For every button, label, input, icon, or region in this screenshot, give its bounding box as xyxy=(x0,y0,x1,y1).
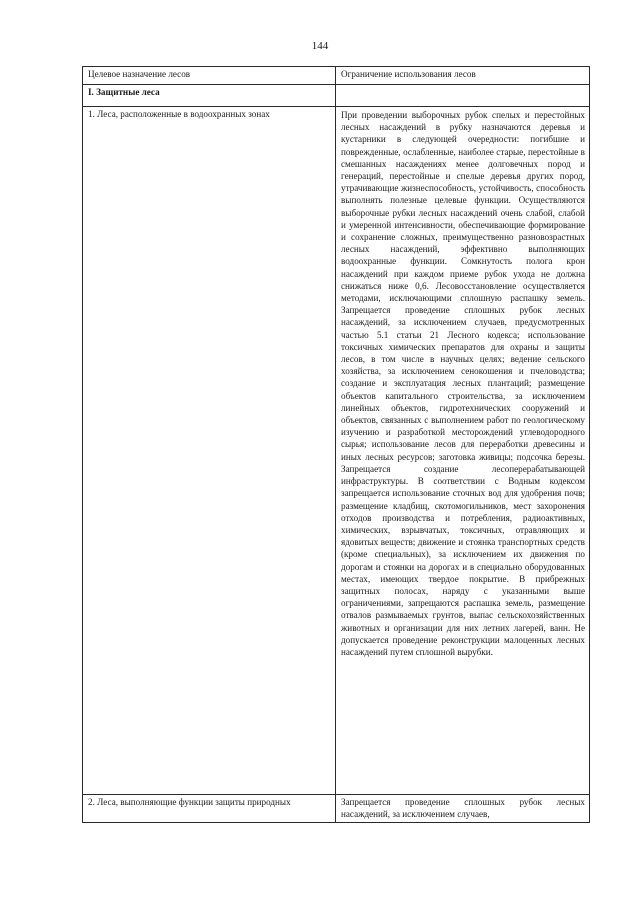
row-restrictions-cell: При проведении выборочных рубок спелых и перестойных лесных насаждений в рубку назначаются деревья и кустарники в следующей очередности: погибшие и поврежденные, ослабленные, наиболее старые, перестойные в смешанных насаждениях менее долговечных пород и генераций, перестойные и спелые деревья других пород, утрачивающие жизнеспособность, устойчивость, способность выполнять полезные целевые функции. Осуществляются выборочные рубки лесных насаждений очень слабой, слабой и умеренной интенсивности, обеспечивающие формирование и сохранение сложных, преимущественно разновозрастных лесных насаждений, эффективно выполняющих водоохранные функции. Сомкнутость полога крон насаждений при каждом приеме рубок ухода не должна снижаться ниже 0,6. Лесовосстановление осуществляется методами, исключающими сплошную распашку земель. Запрещается проведение сплошных рубок лесных насаждений, за исключением случаев, предусмотренных частью 5.1 статьи 21 Лесного кодекса; использование токсичных химических препаратов для охраны и защиты лесов, в том числе в научных целях; ведение сельского хозяйства, за исключением сенокошения и пчеловодства; создание и эксплуатация лесных плантаций; размещение объектов капитального строительства, за исключением линейных объектов, гидротехнических сооружений и объектов, связанных с выполнением работ по геологическому изучению и разработкой месторождений углеводородного сырья; использование лесов для переработки древесины и иных лесных ресурсов; заготовка живицы; подсочка березы. Запрещается создание лесоперерабатывающей инфраструктуры. В соответствии с Водным кодексом запрещается использование сточных вод для удобрения почв; размещение кладбищ, скотомогильников, мест захоронения отходов производства и потребления, радиоактивных, химических, взрывчатых, токсичных, отравляющих и ядовитых веществ; движение и стоянка транспортных средств (кроме специальных), за исключением их движения по дорогам и стоянки на дорогах и в специально оборудованных местах, имеющих твердое покрытие. В прибрежных защитных полосах, наряду с указанными выше ограничениями, запрещаются распашка земель, размещение отвалов размываемых грунтов, выпас сельскохозяйственных животных и организации для них летних лагерей, ванн. Не допускается проведение реконструкции малоценных лесных насаждений путем сплошной вырубки. xyxy=(336,107,590,795)
header-restrictions: Ограничение использования лесов xyxy=(336,67,590,85)
section-title-cell xyxy=(83,85,336,107)
section-row xyxy=(83,85,590,107)
row-purpose-cell: 2. Леса, выполняющие функции защиты природных xyxy=(83,795,336,823)
table-header-row xyxy=(83,67,590,85)
header-purpose: Целевое назначение лесов xyxy=(83,67,336,85)
row-restrictions-cell: Запрещается проведение сплошных рубок лесных насаждений, за исключением случаев, xyxy=(336,795,590,823)
table-row xyxy=(83,107,590,795)
row-purpose-cell: 1. Леса, расположенные в водоохранных зонах xyxy=(83,107,336,795)
page-number: 144 xyxy=(311,40,329,52)
section-title: I. Защитные леса xyxy=(88,87,160,97)
table-row xyxy=(83,795,590,823)
forest-use-table xyxy=(82,66,590,823)
section-empty-cell xyxy=(336,85,590,107)
